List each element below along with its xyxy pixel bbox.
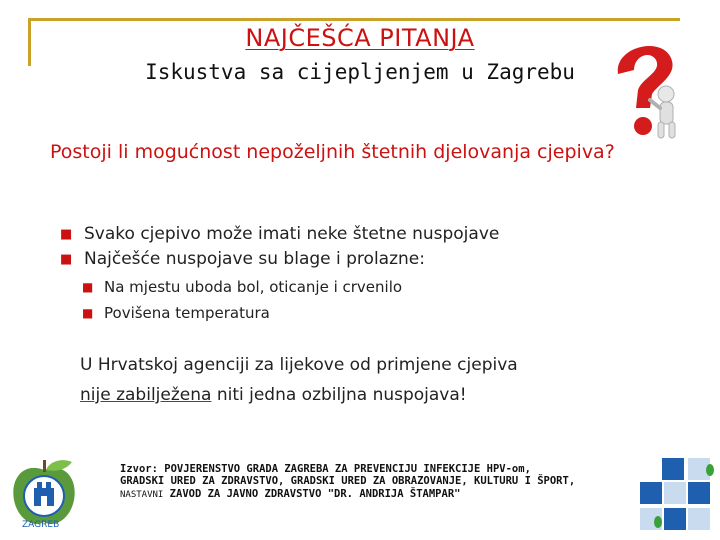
- sub-bullet-text: Povišena temperatura: [104, 304, 270, 322]
- header-frame-top: [28, 18, 680, 21]
- bullet-icon: ■: [82, 306, 94, 320]
- agency-statement: [80, 350, 640, 410]
- agency-line-2: [80, 380, 640, 410]
- underlined-phrase: nije zabilježena: [80, 385, 212, 405]
- source-citation: [120, 463, 580, 501]
- source-part-1: Izvor: POVJERENSTVO GRADA ZAGREBA ZA PREVENCIJU INFEKCIJE HPV-om, GRADSKI URED ZA ZDRAVSTVO, GRADSKI URED ZA OBRAZOVANJE, KULTURU I ŠPORT,: [120, 463, 576, 487]
- green-leaf-icon: [706, 464, 714, 476]
- agency-line-2-rest: niti jedna ozbiljna nuspojava!: [211, 385, 467, 405]
- bullet-text: Najčešće nuspojave su blage i prolazne:: [84, 249, 425, 269]
- source-part-3: ZAVOD ZA JAVNO ZDRAVSTVO "DR. ANDRIJA ŠTAMPAR": [163, 488, 461, 500]
- list-item: [82, 300, 402, 326]
- agency-line-1: U Hrvatskoj agenciji za lijekove od primjene cjepiva: [80, 355, 518, 375]
- decor-tile: [664, 482, 686, 504]
- list-item: [60, 222, 680, 247]
- decor-tile: [688, 482, 710, 504]
- page-title: NAJČEŠĆA PITANJA: [245, 24, 475, 52]
- decor-tile: [664, 508, 686, 530]
- page-subtitle: Iskustva sa cijepljenjem u Zagrebu: [145, 60, 575, 84]
- green-leaf-icon: [654, 516, 662, 528]
- decor-tile: [662, 458, 684, 480]
- bullet-text: Svako cjepivo može imati neke štetne nuspojave: [84, 224, 500, 244]
- decor-tile: [640, 482, 662, 504]
- list-item: [82, 274, 402, 300]
- list-item: [60, 247, 680, 272]
- source-part-2: NASTAVNI: [120, 490, 164, 500]
- bullet-list: [60, 222, 680, 272]
- question-text: Postoji li mogućnost nepoželjnih štetnih djelovanja cjepiva?: [50, 141, 615, 163]
- bullet-icon: ■: [60, 227, 73, 242]
- sub-bullet-list: [82, 274, 402, 326]
- decor-tile: [688, 508, 710, 530]
- bullet-icon: ■: [82, 280, 94, 294]
- sub-bullet-text: Na mjestu uboda bol, oticanje i crvenilo: [104, 278, 403, 296]
- decor-tiles: [638, 452, 720, 540]
- question-mark-figure-icon: [596, 34, 696, 144]
- logo-text: ZAGREB: [22, 520, 60, 530]
- bullet-icon: ■: [60, 252, 73, 267]
